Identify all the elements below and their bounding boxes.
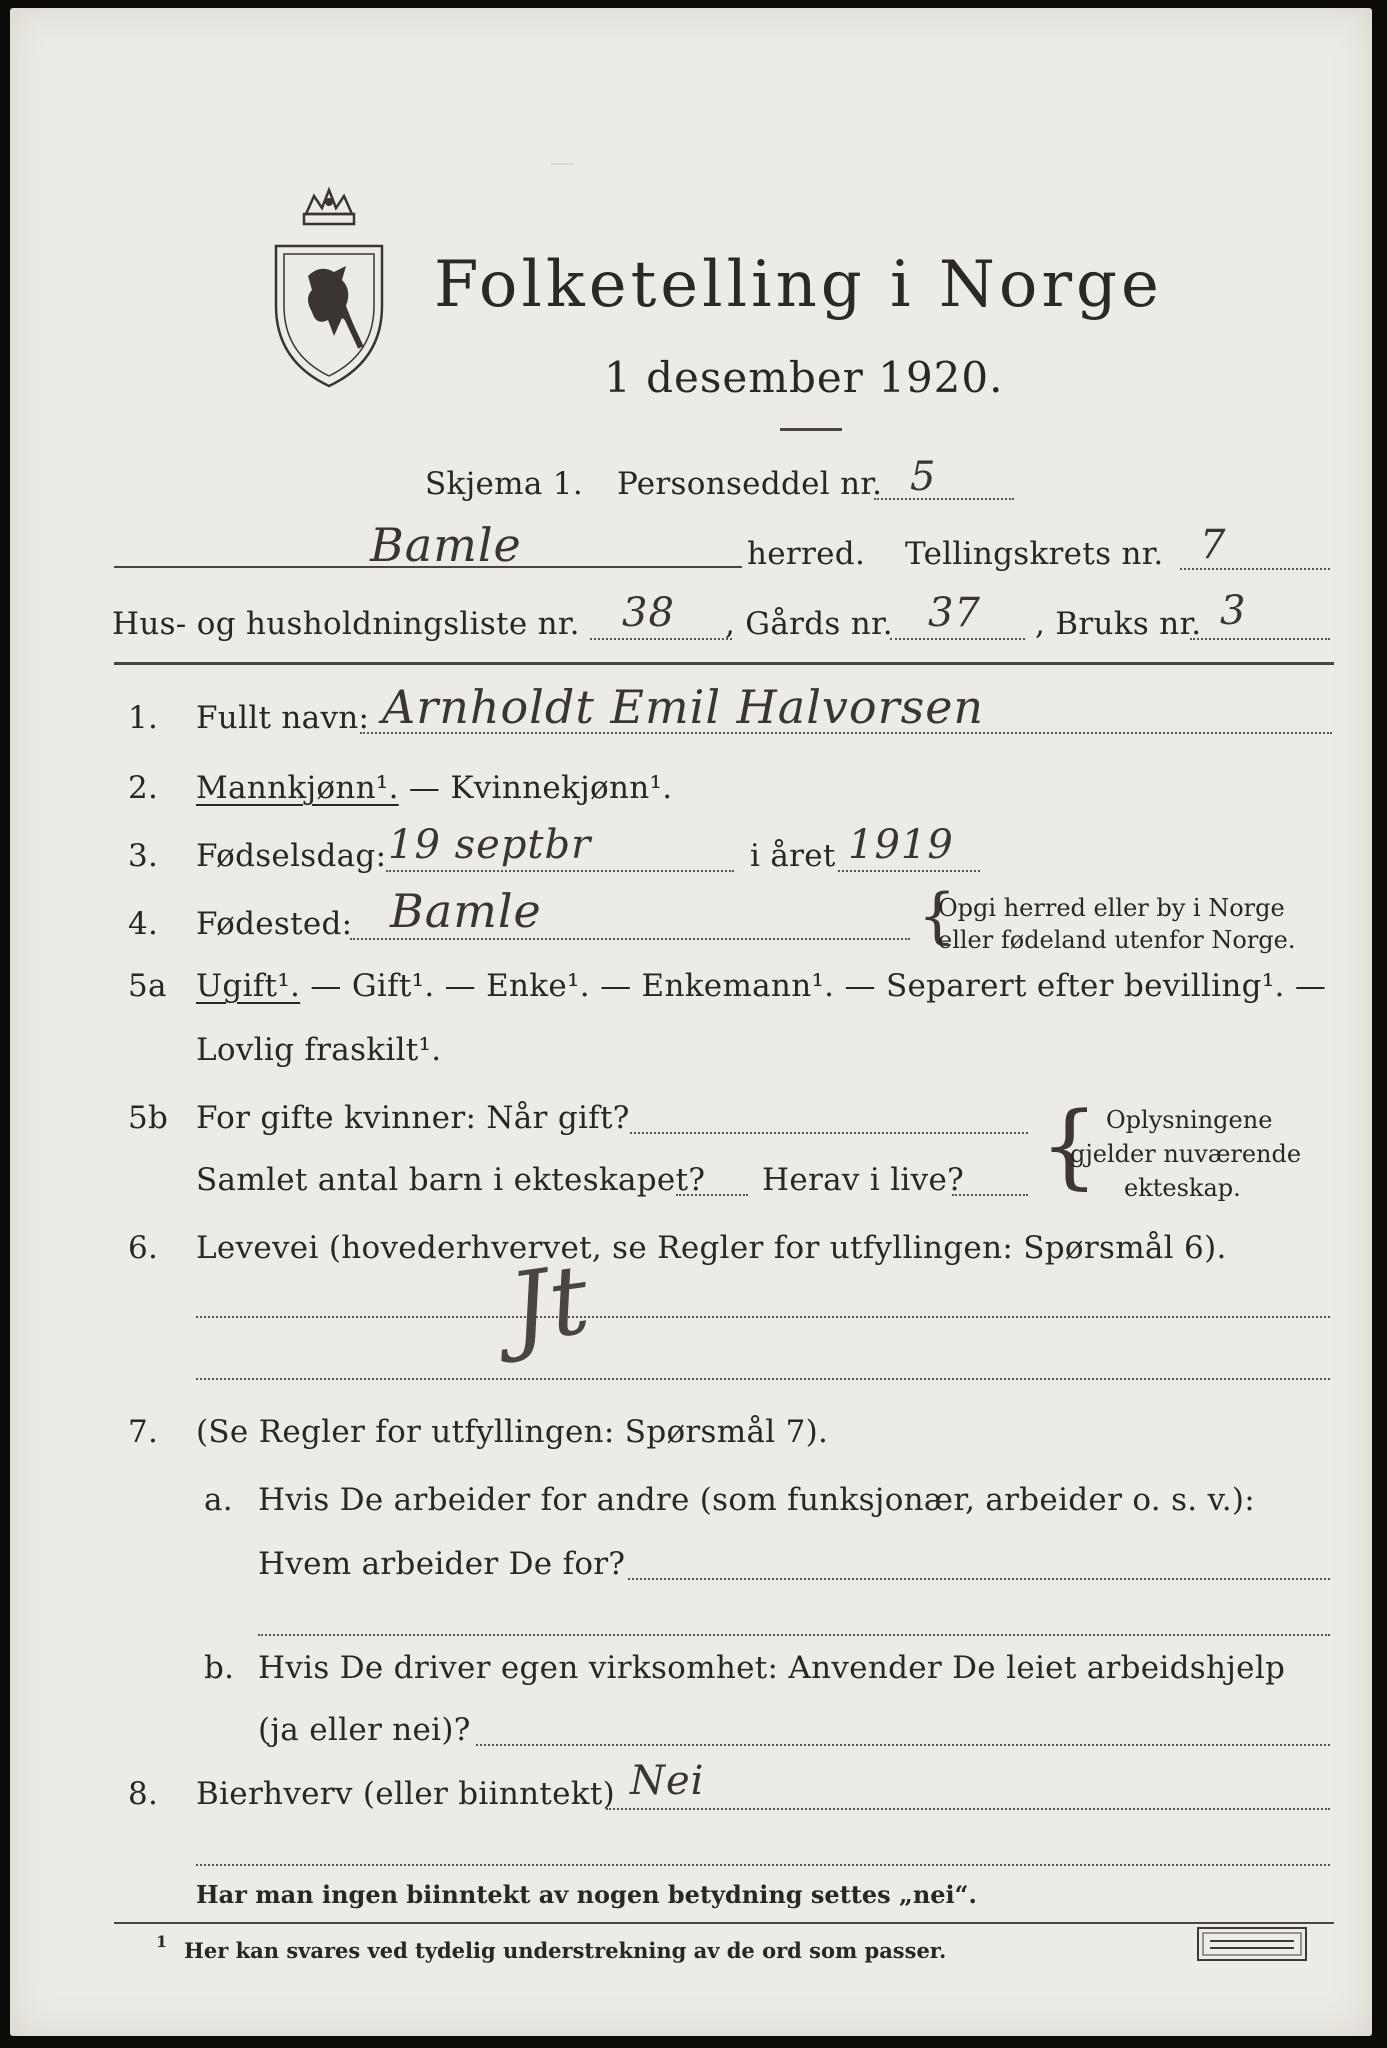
q4-number: 4. — [128, 906, 159, 942]
q3-number: 3. — [128, 838, 159, 874]
bruks-label: , Bruks nr. — [1035, 606, 1202, 642]
q7a-answer-line[interactable] — [628, 1578, 1330, 1580]
bierhverv-label: Bierhverv (eller biinntekt) — [196, 1776, 616, 1812]
q7a-number: a. — [204, 1482, 233, 1518]
q7a-line-1: Hvis De arbeider for andre (som funksjonær, arbeider o. s. v.): — [258, 1482, 1256, 1518]
fodested-note-1: Opgi herred eller by i Norge — [938, 894, 1285, 922]
herred-label: herred. — [747, 536, 866, 572]
herred-value[interactable]: Bamle — [370, 518, 522, 572]
footnote-text: Her kan svares ved tydelig understrekning av de ord som passer. — [184, 1938, 947, 1963]
option-lovlig-fraskilt[interactable]: Lovlig fraskilt¹. — [196, 1032, 442, 1068]
fodselsdag-label: Fødselsdag: — [196, 838, 387, 874]
q5a-number: 5a — [128, 968, 167, 1004]
fullt-navn-label: Fullt navn: — [196, 700, 370, 736]
q1-number: 1. — [128, 700, 159, 736]
q7b-answer-line[interactable] — [476, 1744, 1330, 1746]
gards-label: , Gårds nr. — [725, 606, 893, 642]
personseddel-label: Personseddel nr. — [617, 466, 883, 502]
option-others[interactable]: — Gift¹. — Enke¹. — Enkemann¹. — Separert efter bevilling¹. — — [310, 968, 1327, 1004]
tellingskrets-value[interactable]: 7 — [1200, 522, 1227, 568]
option-kvinnekjonn[interactable]: Kvinnekjønn¹. — [450, 770, 673, 806]
kjonn-options: Mannkjønn¹. — Kvinnekjønn¹. — [196, 770, 673, 806]
levevei-label: Levevei (hovederhvervet, se Regler for utfyllingen: Spørsmål 6). — [196, 1230, 1227, 1266]
skjema-label: Skjema 1. — [425, 466, 583, 502]
ekteskap-note-2: gjelder nuværende — [1070, 1140, 1302, 1168]
option-ugift[interactable]: Ugift¹. — [196, 968, 301, 1004]
ekteskap-note-3: ekteskap. — [1124, 1174, 1241, 1202]
q7-number: 7. — [128, 1414, 159, 1450]
form-title: Folketelling i Norge — [434, 248, 1163, 322]
norwegian-coat-of-arms-icon — [268, 186, 390, 391]
show-through-text: — — [550, 148, 576, 178]
q2-number: 2. — [128, 770, 159, 806]
q6-number: 6. — [128, 1230, 159, 1266]
option-mannkjonn[interactable]: Mannkjønn¹. — [196, 770, 399, 806]
q7b-line-1: Hvis De driver egen virksomhet: Anvender De leiet arbeidshjelp — [258, 1650, 1286, 1686]
fodested-label: Fødested: — [196, 906, 353, 942]
personseddel-value[interactable]: 5 — [910, 454, 937, 500]
bierhverv-value[interactable]: Nei — [630, 1758, 705, 1804]
section-divider — [114, 662, 1334, 665]
fodested-value[interactable]: Bamle — [390, 884, 542, 938]
tellingskrets-label: Tellingskrets nr. — [905, 536, 1164, 572]
footnote-mark: 1 — [156, 1932, 168, 1951]
q5b-number: 5b — [128, 1100, 169, 1136]
census-date: 1 desember 1920. — [604, 353, 1004, 402]
husholdningsliste-value[interactable]: 38 — [622, 590, 675, 636]
biinntekt-note: Har man ingen biinntekt av nogen betydning settes „nei“. — [196, 1880, 977, 1909]
printer-stamp-icon — [1196, 1926, 1308, 1964]
q7-label: (Se Regler for utfyllingen: Spørsmål 7). — [196, 1414, 829, 1450]
q8-number: 8. — [128, 1776, 159, 1812]
fodselsdag-value[interactable]: 19 septbr — [388, 822, 592, 868]
gards-value[interactable]: 37 — [928, 590, 981, 636]
q7b-line-2: (ja eller nei)? — [258, 1712, 471, 1748]
nar-gift-label: For gifte kvinner: Når gift? — [196, 1100, 630, 1136]
husholdningsliste-label: Hus- og husholdningsliste nr. — [112, 606, 580, 642]
levevei-value[interactable]: Jt — [502, 1243, 597, 1365]
i-aret-label: i året — [750, 838, 836, 874]
census-form-page: — Folketelling i Norge 1 desember 1920. Skjema 1. Personseddel nr. 5 Bamle herred. Tellingskrets nr. 7 Hus- og husholdningsliste nr. 38 , Gårds nr. 37 , Bruks nr. 3 1. Fullt navn: Arnholdt Emil Halvorsen 2. Mannkjønn¹. — Kvinnekjønn¹. 3. Fødselsdag: 19 septbr i året 1919 4. Fødested: Bamle { Opgi herred eller by i Norge eller fødeland utenfor Norge. 5a Ugift¹. — Gift¹. — Enke¹. — Enkemann¹. — Separert efter bevilling¹. — Lovlig fraskilt¹. 5b For gifte kvinner: Når gift? Samlet antal barn i ekteskapet? Herav i live? { Oplysningene gjelder nuværende ekteskap. 6. Levevei (hovederhvervet, se Regler for utfyllingen: Spørsmål 6). Jt 7. (Se Regler for utfyllingen: Spørsmål 7). a. Hvis De arbeider for andre (som funksjonær, arbeider o. s. v.): Hvem arbeider De for? b. Hvis De driver egen virksomhet: Anvender De leiet arbeidshjelp (ja eller nei)? 8. Bierhverv (eller biinntekt) Nei Har man ingen biinntekt av nogen betydning settes „nei“. 1 Her kan svares ved tydelig understrekning av de ord som passer. — [10, 8, 1372, 2036]
antal-barn-label: Samlet antal barn i ekteskapet? — [196, 1162, 706, 1198]
fodested-note-2: eller fødeland utenfor Norge. — [938, 926, 1296, 954]
sivilstand-options — [196, 968, 1326, 1004]
fullt-navn-value[interactable]: Arnholdt Emil Halvorsen — [382, 680, 985, 734]
ekteskap-note-1: Oplysningene — [1106, 1106, 1273, 1134]
bruks-value[interactable]: 3 — [1220, 588, 1247, 634]
fodselsar-value[interactable]: 1919 — [848, 822, 954, 868]
q7a-line-2: Hvem arbeider De for? — [258, 1546, 626, 1582]
title-divider — [780, 428, 842, 431]
herav-i-live-label: Herav i live? — [762, 1162, 965, 1198]
q7b-number: b. — [204, 1650, 235, 1686]
